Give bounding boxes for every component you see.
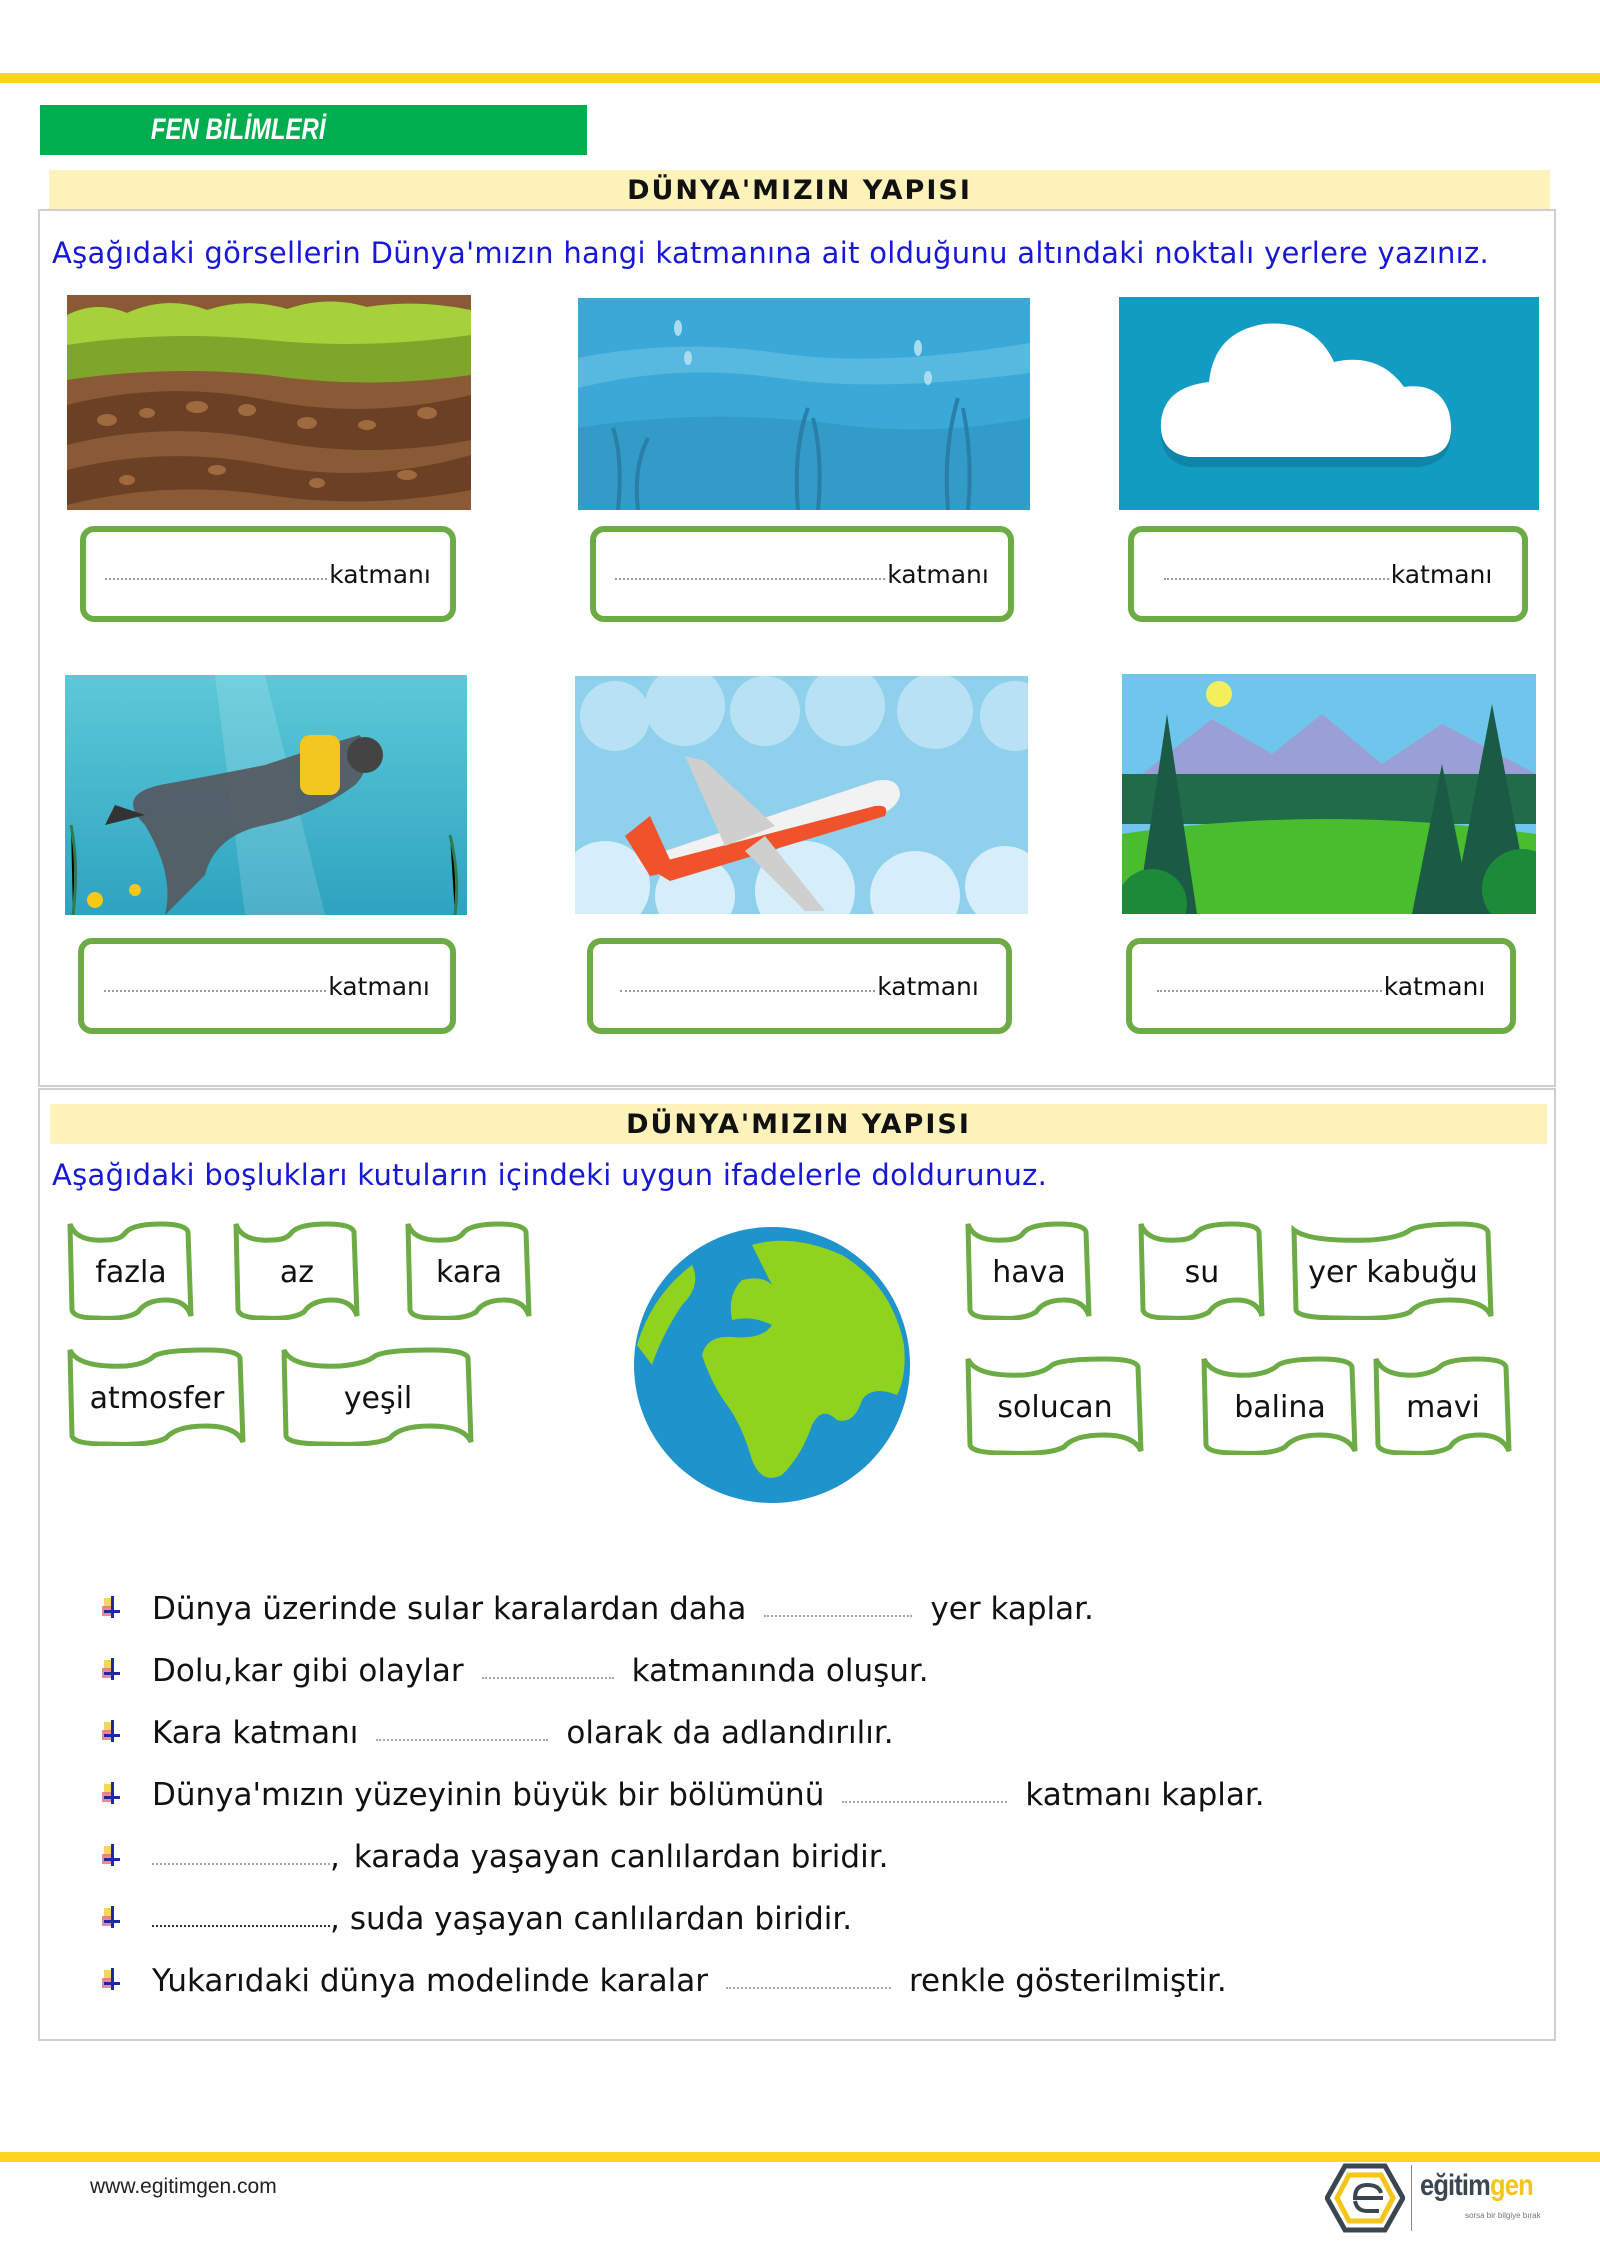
sentence-blank[interactable] xyxy=(482,1663,614,1679)
sentence-text-before: Dolu,kar gibi olaylar xyxy=(152,1653,464,1689)
forest-landscape-image xyxy=(1122,674,1536,914)
bullet-icon xyxy=(100,1782,124,1808)
word-chip-label: fazla xyxy=(95,1254,167,1290)
word-chip-az[interactable] xyxy=(232,1220,362,1320)
sentence-blank[interactable] xyxy=(842,1787,1007,1803)
word-chip-label: yer kabuğu xyxy=(1308,1254,1478,1290)
answer-blank[interactable] xyxy=(1157,980,1382,992)
word-chip-balina[interactable] xyxy=(1200,1355,1360,1455)
sentence-6: , suda yaşayan canlılardan biridir. xyxy=(100,1888,1265,1950)
diver-image xyxy=(65,675,467,915)
answer-suffix: katmanı xyxy=(1383,971,1486,1001)
answer-suffix: katmanı xyxy=(1390,559,1493,589)
answer-blank[interactable] xyxy=(620,980,875,992)
sentence-blank[interactable] xyxy=(152,1911,330,1927)
subject-banner xyxy=(40,105,587,155)
answer-box-1[interactable] xyxy=(80,526,456,622)
section2-title: DÜNYA'MIZIN YAPISI xyxy=(626,1108,971,1140)
answer-box-6[interactable] xyxy=(1126,938,1516,1034)
word-chip-hava[interactable] xyxy=(964,1220,1094,1320)
sentence-text-before: Kara katmanı xyxy=(152,1715,359,1751)
sentence-1 xyxy=(100,1578,1265,1640)
soil-layers-image xyxy=(67,295,471,510)
answer-suffix: katmanı xyxy=(329,559,431,589)
section2-header xyxy=(50,1104,1547,1144)
word-chip-label: yeşil xyxy=(343,1380,413,1416)
word-chip-label: balina xyxy=(1234,1389,1326,1425)
sentence-blank[interactable] xyxy=(764,1601,912,1617)
bullet-icon xyxy=(100,1658,124,1684)
answer-box-4[interactable] xyxy=(78,938,456,1034)
subject-title: FEN BİLİMLERİ xyxy=(151,113,326,146)
answer-box-5[interactable] xyxy=(587,938,1012,1034)
bullet-icon xyxy=(100,1968,124,1994)
sentence-4 xyxy=(100,1764,1265,1826)
word-chip-label: hava xyxy=(992,1254,1066,1290)
sentence-text-before: Dünya'mızın yüzeyinin büyük bir bölümünü xyxy=(152,1777,825,1813)
word-chip-label: mavi xyxy=(1406,1389,1480,1425)
bullet-icon xyxy=(100,1720,124,1746)
answer-blank[interactable] xyxy=(615,568,885,580)
globe-image xyxy=(632,1225,912,1505)
sentence-2 xyxy=(100,1640,1265,1702)
airplane-image xyxy=(575,676,1028,914)
section1-title: DÜNYA'MIZIN YAPISI xyxy=(627,174,972,206)
answer-box-3[interactable] xyxy=(1128,526,1528,622)
egitimgen-logo xyxy=(1325,2163,1565,2233)
word-chip-yer-kabugu[interactable] xyxy=(1290,1220,1496,1320)
answer-suffix: katmanı xyxy=(887,559,989,589)
bullet-icon xyxy=(100,1906,124,1932)
sentence-text-before: Yukarıdaki dünya modelinde karalar xyxy=(152,1963,708,1999)
word-chip-label: atmosfer xyxy=(89,1380,225,1416)
sentence-text-after: suda yaşayan canlılardan biridir. xyxy=(349,1901,853,1937)
section2-instruction: Aşağıdaki boşlukları kutuların içindeki uygun ifadelerle doldurunuz. xyxy=(52,1158,1048,1192)
word-chip-label: az xyxy=(279,1254,315,1290)
fill-in-sentences xyxy=(100,1578,1265,2012)
word-chip-solucan[interactable] xyxy=(964,1355,1146,1455)
word-chip-atmosfer[interactable] xyxy=(66,1346,248,1446)
word-chip-label: kara xyxy=(436,1254,502,1290)
answer-suffix: katmanı xyxy=(328,971,430,1001)
word-chip-su[interactable] xyxy=(1137,1220,1267,1320)
cloud-image xyxy=(1119,297,1539,510)
sentence-text-after: katmanında oluşur. xyxy=(631,1653,929,1689)
sentence-blank[interactable] xyxy=(152,1849,330,1865)
word-chip-yesil[interactable] xyxy=(280,1346,476,1446)
bullet-icon xyxy=(100,1844,124,1870)
answer-blank[interactable] xyxy=(1164,568,1389,580)
word-chip-fazla[interactable] xyxy=(66,1220,196,1320)
underwater-image xyxy=(578,298,1030,510)
word-chip-label: su xyxy=(1184,1254,1220,1290)
sentence-7 xyxy=(100,1950,1265,2012)
footer-url[interactable]: www.egitimgen.com xyxy=(90,2175,277,2198)
answer-blank[interactable] xyxy=(104,980,326,992)
section1-header xyxy=(49,170,1550,210)
bullet-icon xyxy=(100,1596,124,1622)
top-yellow-rule xyxy=(0,73,1600,83)
sentence-text-after: renkle gösterilmiştir. xyxy=(908,1963,1227,1999)
logo-divider xyxy=(1411,2165,1412,2231)
answer-box-2[interactable] xyxy=(590,526,1014,622)
answer-suffix: katmanı xyxy=(877,971,979,1001)
logo-wordmark: eğitimgen xyxy=(1420,2169,1533,2202)
sentence-3 xyxy=(100,1702,1265,1764)
sentence-text-after: olarak da adlandırılır. xyxy=(566,1715,894,1751)
sentence-blank[interactable] xyxy=(726,1973,891,1989)
sentence-5: , karada yaşayan canlılardan biridir. xyxy=(100,1826,1265,1888)
hexagon-e-icon xyxy=(1325,2163,1405,2233)
word-chip-label: solucan xyxy=(997,1389,1113,1425)
sentence-text-after: katmanı kaplar. xyxy=(1025,1777,1265,1813)
word-chip-kara[interactable] xyxy=(404,1220,534,1320)
bottom-yellow-rule xyxy=(0,2152,1600,2162)
word-chip-mavi[interactable] xyxy=(1372,1355,1514,1455)
answer-blank[interactable] xyxy=(105,568,327,580)
section1-instruction: Aşağıdaki görsellerin Dünya'mızın hangi katmanına ait olduğunu altındaki noktalı yerlere yazınız. xyxy=(52,236,1490,270)
sentence-text-before: Dünya üzerinde sular karalardan daha xyxy=(152,1591,747,1627)
sentence-text-after: yer kaplar. xyxy=(930,1591,1094,1627)
sentence-blank[interactable] xyxy=(376,1725,548,1741)
sentence-text-after: karada yaşayan canlılardan biridir. xyxy=(353,1839,889,1875)
logo-tagline: sorsa bir bilgiye bırak xyxy=(1465,2211,1541,2220)
